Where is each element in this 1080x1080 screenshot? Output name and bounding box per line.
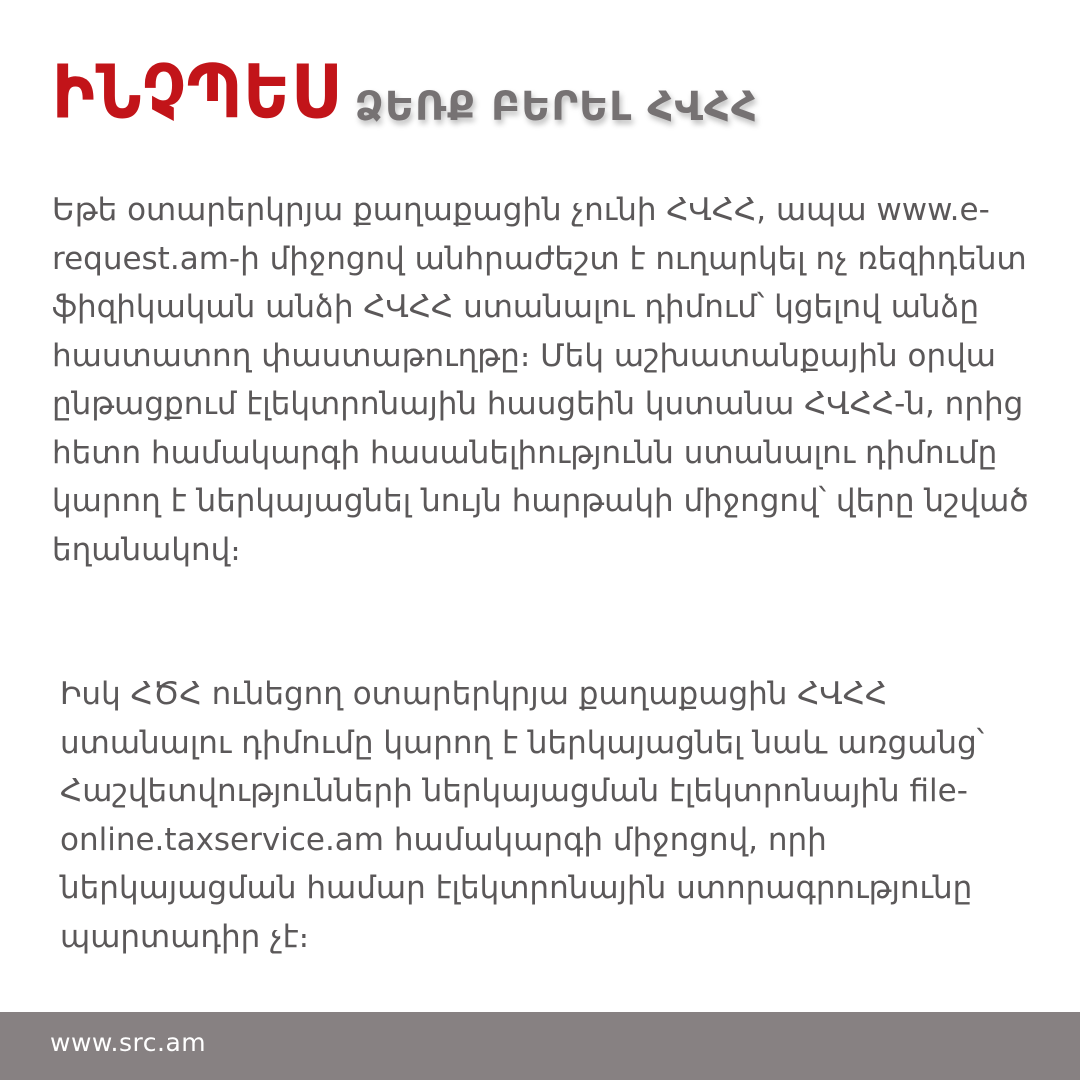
headline-title: ԻՆՉՊԵՍ [52,50,339,136]
footer-bar [0,1012,1080,1080]
headline-subtitle: ՁԵՌՔ ԲԵՐԵԼ ՀՎՀՀ [354,84,759,130]
headline [52,50,759,152]
footer-website-link[interactable]: www.src.am [50,1028,207,1057]
paragraph-first: Եթե օտարերկրյա քաղաքացին չունի ՀՎՀՀ, ապա www.e-request.am-ի միջոցով անհրաժեշտ է ուղարկել ոչ ռեզիդենտ ֆիզիկական անձի ՀՎՀՀ ստանալու դիմում՝ կցելով անձը հաստատող փաստաթուղթը։ Մեկ աշխատանքային օրվա ընթացքում էլեկտրոնային հասցեին կստանա ՀՎՀՀ-ն, որից հետո համակարգի հասանելիությունն ստանալու դիմումը կարող է ներկայացնել նույն հարթակի միջոցով՝ վերը նշված եղանակով։ [52,192,1029,568]
paragraph-second: Իսկ ՀԾՀ ունեցող օտարերկրյա քաղաքացին ՀՎՀՀ ստանալու դիմումը կարող է ներկայացնել նաև առցանց՝ Հաշվետվությունների ներկայացման էլեկտրոնային file-online.taxservice.am համակարգի միջոցով, որի ներկայացման համար էլեկտրոնային ստորագրությունը պարտադիր չէ։ [60,676,985,955]
